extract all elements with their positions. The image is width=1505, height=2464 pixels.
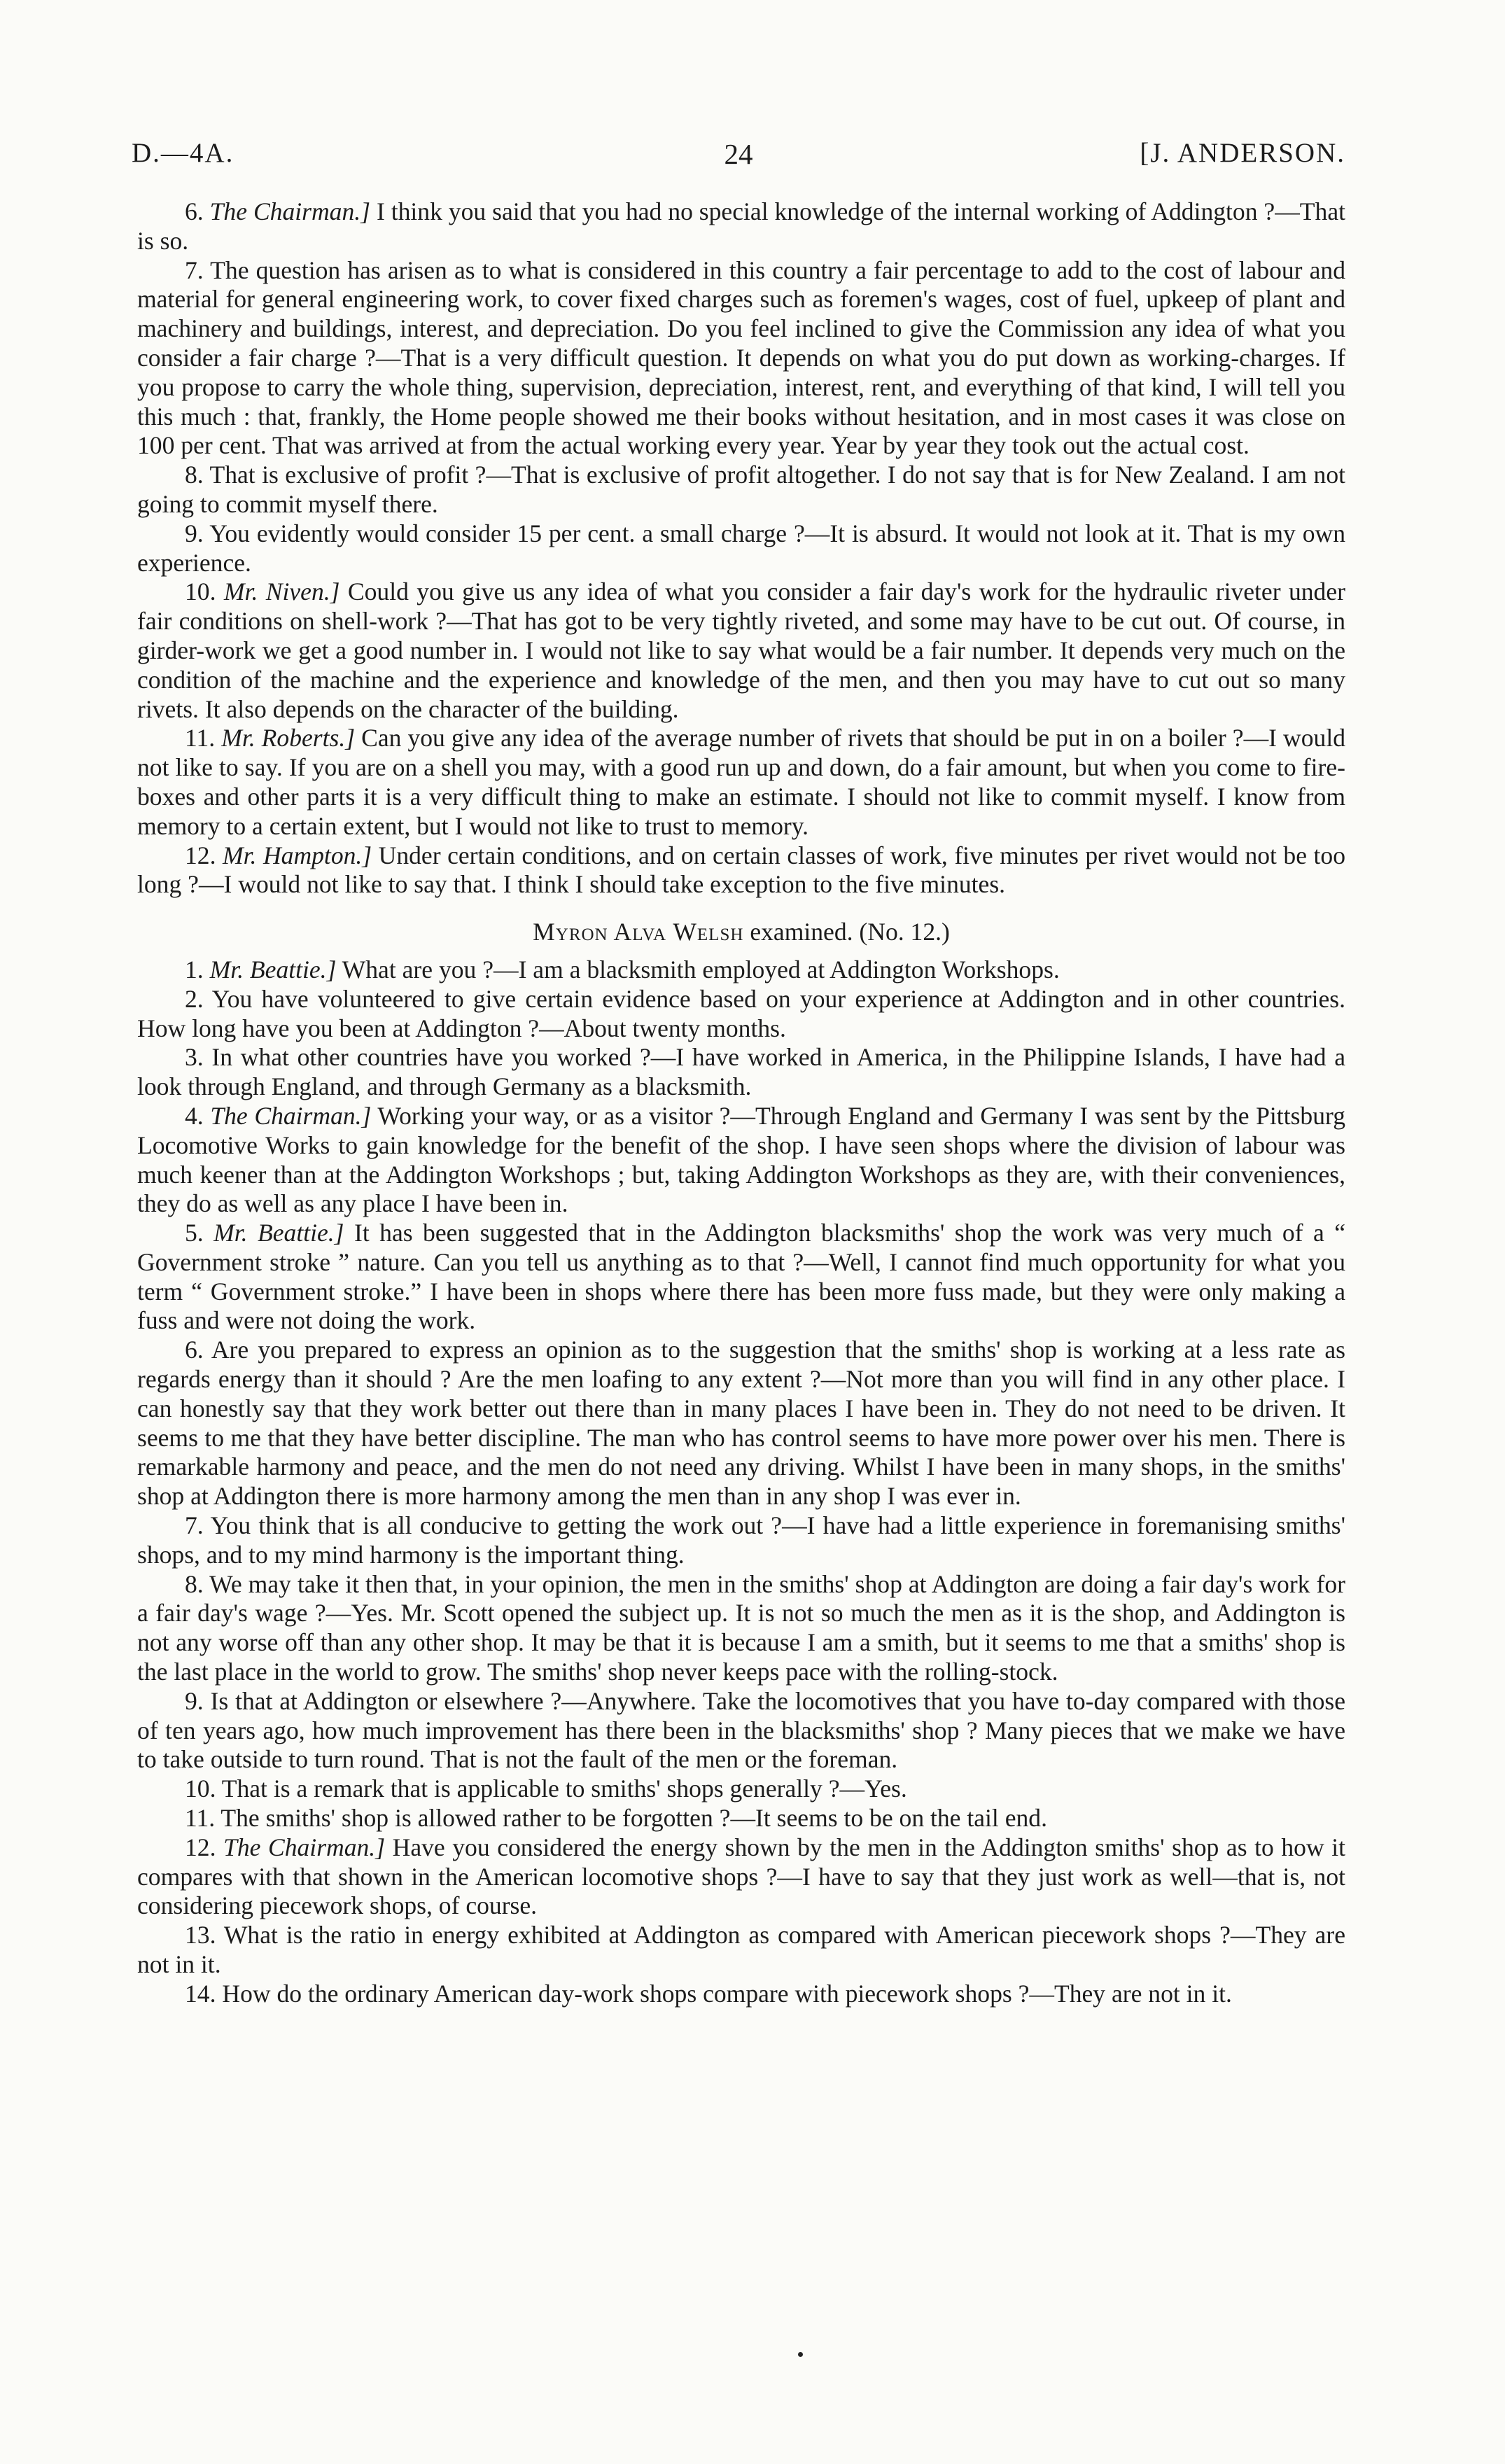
- page-number: 24: [724, 138, 753, 170]
- question-answer-text: Could you give us any idea of what you consider a fair day's work for the hydraulic riveter under fair conditions on shell-work ?—That has got to be very tightly riveted, and some may have to be cut out. Of course, in girder-work we get a good number in. I would not like to say what would be a fair number. It depends very much on the condition of the machine and the experience and knowledge of the men, and then you may have to cut out so many rivets. It also depends on the character of the building.: [137, 578, 1345, 723]
- anderson-evidence: [137, 197, 1345, 899]
- question-answer-paragraph: [137, 1980, 1345, 2009]
- speaker-name: Mr. Hampton.]: [223, 841, 372, 869]
- question-number: 13.: [185, 1921, 216, 1949]
- question-number: 7.: [185, 1511, 204, 1540]
- speaker-name: Mr. Roberts.]: [221, 724, 356, 752]
- question-answer-text: What is the ratio in energy exhibited at Addington as compared with American piecework shops ?—They are not in it.: [137, 1921, 1345, 1979]
- question-answer-text: Can you give any idea of the average number of rivets that should be put in on a boiler ?—I would not like to say. If you are on a shell you may, with a good run up and down, do a fair amount, but when you come to fire-boxes and other parts it is a very difficult thing to make an estimate. I should not like to commit myself. I know from memory to a certain extent, but I would not like to trust to memory.: [137, 724, 1345, 840]
- witness-heading-suffix: examined. (No. 12.): [743, 918, 950, 946]
- speaker-name: Mr. Beattie.]: [209, 955, 337, 983]
- question-answer-text: Working your way, or as a visitor ?—Through England and Germany I was sent by the Pittsburg Locomotive Works to gain knowledge for the benefit of the shop. I have seen shops where the division of labour was much keener than at the Addington Workshops ; but, taking Addington Workshops as they are, with their conveniences, they do as well as any place I have been in.: [137, 1101, 1345, 1218]
- question-answer-paragraph: [137, 841, 1345, 900]
- question-answer-text: We may take it then that, in your opinion, the men in the smiths' shop at Addington are doing a fair day's work for a fair day's wage ?—Yes. Mr. Scott opened the subject up. It is not so much the men as it is the shop, and Addington is not any worse off than any other shop. It may be that it is because I am a smith, but it seems to me that a smiths' shop is the last place in the world to grow. The smiths' shop never keeps pace with the rolling-stock.: [137, 1569, 1345, 1686]
- question-answer-text: I think you said that you had no special knowledge of the internal working of Addington ?—That is so.: [137, 197, 1345, 255]
- question-number: 6.: [185, 1336, 204, 1364]
- speaker-name: Mr. Beattie.]: [214, 1219, 344, 1247]
- question-number: 9.: [185, 1686, 204, 1715]
- question-answer-paragraph: [137, 578, 1345, 724]
- question-number: 10.: [185, 578, 216, 606]
- question-answer-paragraph: [137, 1833, 1345, 1921]
- question-answer-paragraph: [137, 1102, 1345, 1219]
- question-answer-paragraph: [137, 1804, 1345, 1833]
- question-answer-paragraph: [137, 1687, 1345, 1774]
- speaker-name: Mr. Niven.]: [223, 578, 340, 606]
- welsh-evidence: [137, 955, 1345, 2009]
- question-number: 10.: [185, 1774, 216, 1803]
- speaker-name: The Chairman.]: [210, 1101, 372, 1130]
- question-answer-text: It has been suggested that in the Addington blacksmiths' shop the work was very much of a “ Government stroke ” nature. Can you tell us anything as to that ?—Well, I cannot find much opportunity for what you term “ Government stroke.” I have been in shops where there has been more fuss made, but they were only making a fuss and were not doing the work.: [137, 1219, 1345, 1335]
- evidence-body: [137, 197, 1345, 2009]
- question-answer-text: Under certain conditions, and on certain classes of work, five minutes per rivet would not be too long ?—I would not like to say that. I think I should take exception to the five minutes.: [137, 841, 1345, 899]
- question-answer-paragraph: [137, 461, 1345, 519]
- question-answer-text: What are you ?—I am a blacksmith employed at Addington Workshops.: [336, 955, 1060, 983]
- page-header: [132, 137, 1345, 179]
- question-answer-paragraph: [137, 1570, 1345, 1687]
- question-number: 8.: [185, 1569, 204, 1598]
- question-answer-paragraph: [137, 1043, 1345, 1102]
- question-number: 7.: [185, 255, 204, 284]
- question-answer-paragraph: [137, 1336, 1345, 1511]
- question-number: 9.: [185, 519, 204, 547]
- speaker-name: The Chairman.]: [209, 197, 370, 225]
- question-answer-text: You evidently would consider 15 per cent. a small charge ?—It is absurd. It would not look at it. That is my own experience.: [137, 519, 1345, 577]
- question-answer-text: How do the ordinary American day-work shops compare with piecework shops ?—They are not in it.: [216, 1979, 1232, 2008]
- question-number: 12.: [185, 1833, 216, 1861]
- question-answer-text: That is exclusive of profit ?—That is exclusive of profit altogether. I do not say that is for New Zealand. I am not going to commit myself there.: [137, 461, 1345, 518]
- question-answer-text: Have you considered the energy shown by the men in the Addington smiths' shop as to how it compares with that shown in the American locomotive shops ?—I have to say that they just work as well—that is, not considering piecework shops, of course.: [137, 1833, 1345, 1920]
- question-answer-paragraph: [137, 256, 1345, 461]
- question-answer-paragraph: [137, 1921, 1345, 1980]
- question-answer-text: That is a remark that is applicable to smiths' shops generally ?—Yes.: [216, 1774, 907, 1803]
- question-number: 1.: [185, 955, 204, 983]
- question-answer-paragraph: [137, 955, 1345, 985]
- question-number: 11.: [185, 724, 216, 752]
- question-answer-paragraph: [137, 985, 1345, 1044]
- question-answer-paragraph: [137, 197, 1345, 256]
- question-answer-text: You have volunteered to give certain evidence based on your experience at Addington and in other countries. How long have you been at Addington ?—About twenty months.: [137, 984, 1345, 1042]
- question-answer-text: The question has arisen as to what is considered in this country a fair percentage to add to the cost of labour and material for general engineering work, to cover fixed charges such as foremen's wages, cost of fuel, upkeep of plant and machinery and buildings, interest, and depreciation. Do you feel inclined to give the Commission any idea of what you consider a fair charge ?—That is a very difficult question. It depends on what you do put down as working-charges. If you propose to carry the whole thing, supervision, depreciation, interest, rent, and everything of that kind, I will tell you this much : that, frankly, the Home people showed me their books without hesitation, and in most cases it was close on 100 per cent. That was arrived at from the actual working every year. Year by year they took out the actual cost.: [137, 255, 1345, 460]
- question-number: 8.: [185, 461, 204, 489]
- question-number: 6.: [185, 197, 204, 225]
- question-answer-text: You think that is all conducive to getting the work out ?—I have had a little experience in foremanising smiths' shops, and to my mind harmony is the important thing.: [137, 1511, 1345, 1569]
- question-answer-paragraph: [137, 1511, 1345, 1570]
- witness-name: Myron Alva Welsh: [533, 918, 744, 946]
- question-answer-paragraph: [137, 1774, 1345, 1804]
- question-number: 12.: [185, 841, 216, 869]
- question-number: 4.: [185, 1101, 204, 1130]
- witness-heading: [137, 918, 1345, 947]
- question-answer-paragraph: [137, 519, 1345, 578]
- ink-speck: [798, 2352, 803, 2357]
- question-number: 11.: [185, 1804, 216, 1833]
- document-reference: D.—4A.: [132, 138, 234, 168]
- question-answer-text: Is that at Addington or elsewhere ?—Anywhere. Take the locomotives that you have to-day compared with those of ten years ago, how much improvement has there been in the blacksmiths' shop ? Many pieces that we make we have to take outside to turn round. That is not the fault of the men or the foreman.: [137, 1686, 1345, 1774]
- question-answer-text: The smiths' shop is allowed rather to be forgotten ?—It seems to be on the tail end.: [215, 1804, 1047, 1833]
- question-answer-text: Are you prepared to express an opinion as to the suggestion that the smiths' shop is working at a less rate as regards energy than it should ? Are the men loafing to any extent ?—Not more than you will find in any other place. I can honestly say that they work better out there than in many places I have been in. They do not need to be driven. It seems to me that they have better discipline. The man who has control seems to have more power over his men. There is remarkable harmony and peace, and the men do not need any driving. Whilst I have been in many shops, in the smiths' shop at Addington there is more harmony among the men than in any shop I was ever in.: [137, 1336, 1345, 1511]
- question-number: 2.: [185, 984, 204, 1013]
- question-number: 3.: [185, 1043, 204, 1072]
- question-number: 5.: [185, 1219, 204, 1247]
- question-number: 14.: [185, 1979, 216, 2008]
- question-answer-paragraph: [137, 1219, 1345, 1336]
- question-answer-text: In what other countries have you worked ?—I have worked in America, in the Philippine Islands, I have had a look through England, and through Germany as a blacksmith.: [137, 1043, 1345, 1101]
- question-answer-paragraph: [137, 724, 1345, 841]
- witness-running-head: [J. ANDERSON.: [1140, 138, 1345, 168]
- speaker-name: The Chairman.]: [223, 1833, 386, 1861]
